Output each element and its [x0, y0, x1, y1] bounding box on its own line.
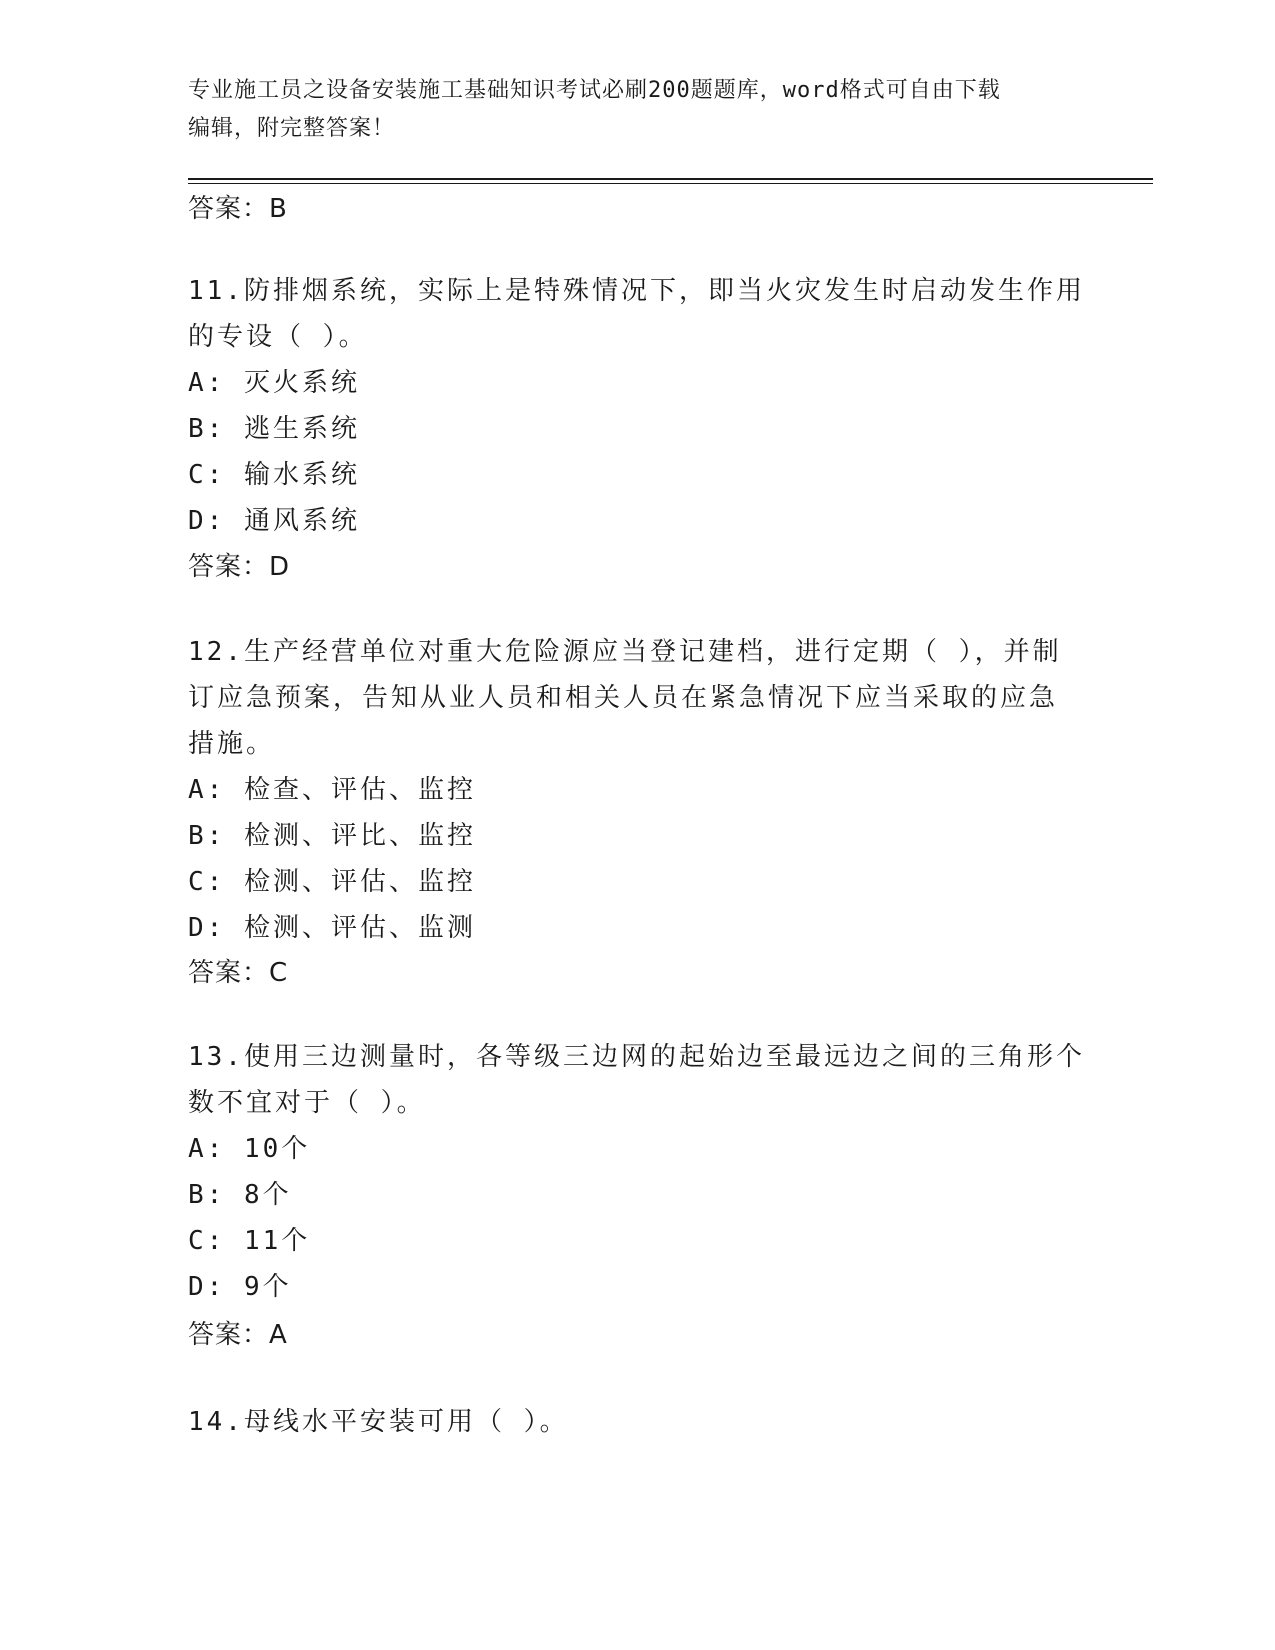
document-header	[188, 72, 1068, 148]
question-11	[188, 268, 1088, 544]
question-stem-line: 11.防排烟系统，实际上是特殊情况下，即当火灾发生时启动发生作用	[188, 276, 1085, 306]
option-c: C: 11个	[188, 1226, 311, 1256]
answer-11: 答案：D	[188, 552, 291, 582]
question-stem-line: 12.生产经营单位对重大危险源应当登记建档，进行定期（ ），并制	[188, 637, 1062, 667]
option-d: D: 9个	[188, 1272, 292, 1302]
question-12	[188, 629, 1088, 951]
question-stem-line: 数不宜对于（ ）。	[188, 1088, 426, 1118]
question-stem-line: 措施。	[188, 729, 276, 759]
question-stem-line: 13.使用三边测量时，各等级三边网的起始边至最远边之间的三角形个	[188, 1042, 1085, 1072]
option-b: B: 8个	[188, 1180, 292, 1210]
option-a: A: 检查、评估、监控	[188, 775, 476, 805]
option-b: B: 检测、评比、监控	[188, 821, 476, 851]
option-d: D: 检测、评估、监测	[188, 913, 476, 943]
question-13	[188, 1034, 1088, 1310]
header-line-1: 专业施工员之设备安装施工基础知识考试必刷200题题库，word格式可自由下载	[188, 78, 1001, 103]
question-stem-line: 14.母线水平安装可用（ ）。	[188, 1407, 569, 1437]
option-b: B: 逃生系统	[188, 414, 360, 444]
option-d: D: 通风系统	[188, 506, 360, 536]
option-c: C: 检测、评估、监控	[188, 867, 476, 897]
question-14	[188, 1399, 1088, 1445]
question-stem-line: 的专设（ ）。	[188, 322, 368, 352]
answer-13: 答案：A	[188, 1320, 288, 1350]
option-a: A: 10个	[188, 1134, 311, 1164]
answer-12: 答案：C	[188, 958, 289, 988]
option-a: A: 灭火系统	[188, 368, 360, 398]
question-stem-line: 订应急预案，告知从业人员和相关人员在紧急情况下应当采取的应急	[188, 683, 1059, 713]
header-line-2: 编辑，附完整答案！	[188, 116, 396, 141]
header-rule-thick	[188, 178, 1153, 180]
answer-prev: 答案：B	[188, 194, 288, 224]
header-rule-thin	[188, 183, 1153, 184]
option-c: C: 输水系统	[188, 460, 360, 490]
